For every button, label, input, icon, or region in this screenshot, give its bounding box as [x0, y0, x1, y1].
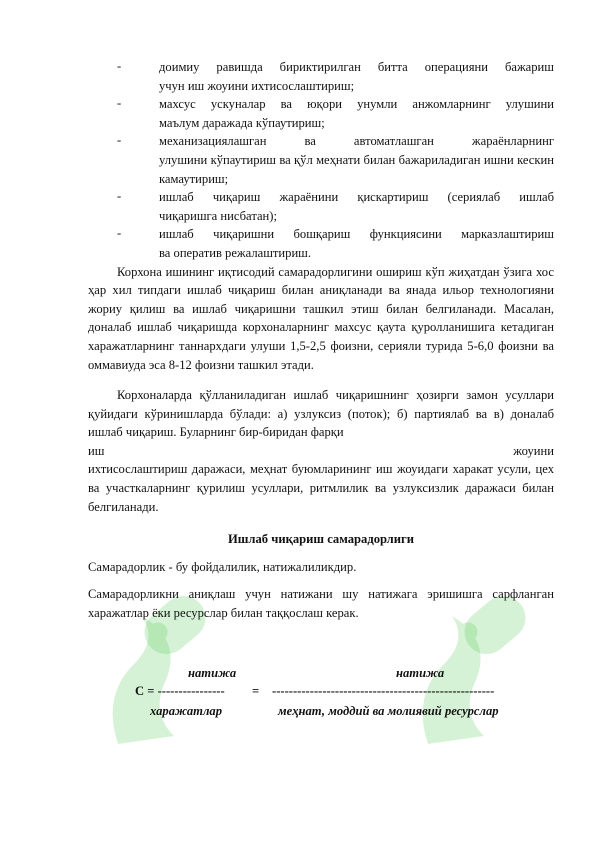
- formula-numerator: натижа: [188, 666, 237, 680]
- section-title: Ишлаб чиқариш самарадорлиги: [228, 532, 414, 547]
- bullet-item: - махсус ускуналар ва юқори унумли анжомларнинг улушини маълум даражада кўпаутириш;: [117, 96, 554, 130]
- efficiency-formula: [0, 666, 596, 726]
- bullet-item: - ишлаб чиқаришни бошқариш функциясини марказлаштириш ва оператив режалаштириш.: [117, 226, 554, 260]
- definition-text: Самарадорлик - бу фойдалилик, натижалиликдир.: [88, 559, 357, 574]
- body-text: [88, 58, 554, 623]
- bullet-item: - доимиу равишда бириктирилган битта операцияни бажариш учун иш жоуини ихтисослаштириш;: [117, 59, 554, 93]
- formula-numerator: натижа: [396, 666, 445, 680]
- formula-denominator: меҳнат, моддий ва молиявий ресурслар: [278, 704, 499, 718]
- formula-fraction-line: -----------------------------------------------------: [272, 684, 495, 698]
- formula-lhs: C = ----------------: [135, 684, 225, 698]
- formula-equals: =: [252, 684, 260, 698]
- paragraph: Корхона ишининг иқтисодий самарадорлигини ошириш кўп жиҳатдан ўзига хос ҳар хил типдаги ишлаб чиқариш билан аниқланади ва янада ильор технологияни жориу қилиш ва ишлаб чиқаришни ташкил этиш билан белгиланади. Масалан, доналаб ишлаб чиқаришда корхоналарнинг махсус қаута қуролланишига кетадиган харажатларнинг таннархдаги улуши 1,5-2,5 фоизни, серияли турида 5-6,0 фоизни ва оммавиуда эса 8-12 фоизни ташкил этади.: [88, 264, 554, 372]
- bullet-item: - механизациялашган ва автоматлашган жараёнларнинг улушини кўпаутириш ва қўл меҳнати билан бажариладиган ишни кескин камаутириш;: [117, 133, 554, 186]
- formula-denominator: харажатлар: [150, 704, 222, 718]
- bullet-item: - ишлаб чиқариш жараёнини қискартириш (сериялаб ишлаб чиқаришга нисбатан);: [117, 189, 554, 223]
- definition-text: Самарадорликни аниқлаш учун натижани шу натижага эришишга сарфланган харажатлар ёки ресурслар билан таққослаш керак.: [88, 587, 554, 621]
- paragraph: Корхоналарда қўлланиладиган ишлаб чиқаришнинг ҳозирги замон усуллари қуйидаги кўринишларда бўлади: а) узлуксиз (поток); б) партиялаб ва в) доналаб ишлаб чиқариш. Буларнинг бир-биридан фарқи иш жоуини ихтисослаштириш даражаси, меҳнат буюмларининг иш жоуидаги харакат усули, цех ва участкаларнинг қурилиш усуллари, ритмлилик ва узлуксизлик даражаси билан белгиланади.: [88, 388, 554, 514]
